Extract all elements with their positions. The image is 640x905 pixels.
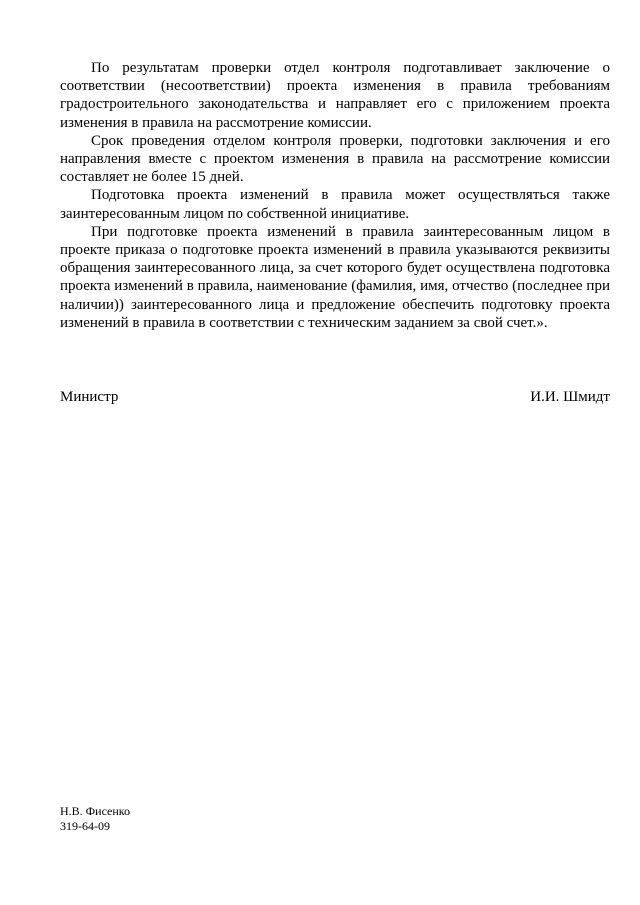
signatory-name: И.И. Шмидт <box>530 389 610 405</box>
executor-block <box>60 804 130 833</box>
paragraph-review-deadline: Срок проведения отделом контроля проверки, подготовки заключения и его направления вместе с проектом изменения в правила на рассмотрение комиссии составляет не более 15 дней. <box>60 132 610 186</box>
paragraph-review-conclusion: По результатам проверки отдел контроля подготавливает заключение о соответствии (несоответствии) проекта изменения в правила требованиям градостроительного законодательства и направляет его с приложением проекта изменения в правила на рассмотрение комиссии. <box>60 60 610 131</box>
signatory-title: Министр <box>60 389 119 405</box>
executor-name: Н.В. Фисенко <box>60 804 131 818</box>
executor-phone: 319-64-09 <box>60 818 110 833</box>
paragraph-interested-party: При подготовке проекта изменений в правила заинтересованным лицом в проекте приказа о подготовке проекта изменений в правила указываются реквизиты обращения заинтересованного лица, за счет которого будет осуществлена подготовка проекта изменений в правила, наименование (фамилия, имя, отчество (последнее при наличии)) заинтересованного лица и предложение обеспечить подготовку проекта изменений в правила в соответствии с техническим заданием за свой счет.». <box>60 223 610 331</box>
paragraph-initiative: Подготовка проекта изменений в правила может осуществляться также заинтересованным лицом по собственной инициативе. <box>60 187 610 222</box>
document-body <box>60 59 610 332</box>
